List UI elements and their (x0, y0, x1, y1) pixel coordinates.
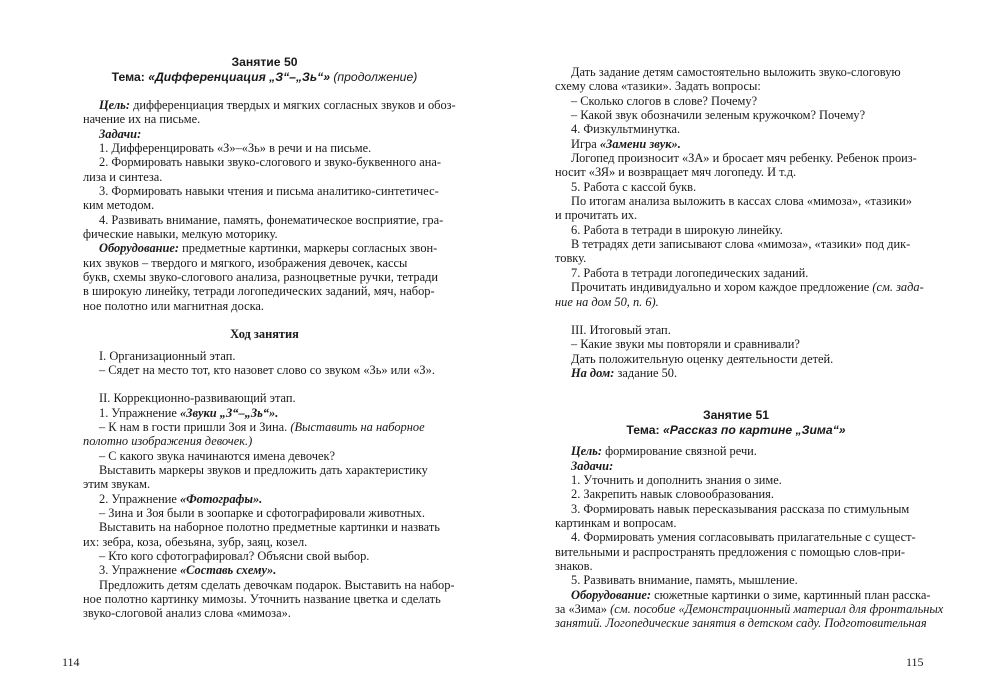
lesson-51-number: Занятие 51 (702, 408, 770, 423)
task-line: фические навыки, мелкую моторику. (83, 227, 278, 242)
goal-line: Цель: дифференциация твердых и мягких согласных звуков и обоз- (99, 98, 456, 112)
exercise-3-line: Предложить детям сделать девочкам подарок. Выставить на набор- (99, 577, 455, 592)
topic-label: Тема: (626, 422, 660, 437)
tasks-label: Задачи: (99, 126, 142, 141)
equipment-line: в широкую линейку, тетради логопедических заданий, мяч, набор- (83, 284, 435, 299)
task-line: 4. Развивать внимание, память, фонематическое восприятие, гра- (99, 212, 444, 227)
exercise-1-line: Выставить маркеры звуков и предложить дать характеристику (99, 462, 428, 477)
game-line: 5. Работа с кассой букв. (571, 179, 697, 194)
read-line: Прочитать индивидуально и хором каждое предложение (см. зада- (571, 280, 924, 295)
exercise-2-line: – Кто кого сфотографировал? Объясни свой выбор. (99, 548, 370, 563)
game-line: товку. (555, 251, 587, 266)
exercise-1: 1. Упражнение «Звуки „З“–„Зь“». (99, 405, 279, 420)
game-line: и прочитать их. (555, 208, 638, 223)
game-line: В тетрадях дети записывают слова «мимоза», «тазики» под дик- (571, 237, 911, 252)
game-line: 7. Работа в тетради логопедических заданий. (571, 265, 809, 280)
exercise-2: 2. Упражнение «Фотографы». (99, 491, 263, 506)
lesson-50-topic (83, 70, 446, 85)
tasks-label: Задачи: (571, 458, 614, 473)
stage-3: III. Итоговый этап. (571, 322, 671, 337)
task-line: 1. Дифференцировать «З»–«Зь» в речи и на письме. (99, 141, 372, 156)
task-line: ким методом. (83, 198, 155, 213)
goal-label: Цель: (571, 444, 602, 459)
homework-line: На дом: задание 50. (571, 365, 678, 380)
equipment-line: ких звуков – твердого и мягкого, изображения девочек, кассы (83, 255, 408, 270)
intro-line: 4. Физкультминутка. (571, 122, 681, 137)
stage-1: I. Организационный этап. (99, 348, 236, 363)
equipment-line: Оборудование: сюжетные картинки о зиме, картинный план расска- (571, 587, 931, 602)
topic-title: «Дифференциация „З“–„Зь“» (148, 69, 330, 84)
stage-2: II. Коррекционно-развивающий этап. (99, 391, 296, 406)
exercise-2-line: их: зебра, коза, обезьяна, зубр, заяц, козел. (83, 534, 308, 549)
task-line: знаков. (555, 558, 593, 573)
task-line: 3. Формировать навык пересказывания рассказа по стимульным (571, 501, 910, 516)
goal-line: начение их на письме. (83, 112, 201, 127)
exercise-3: 3. Упражнение «Составь схему». (99, 563, 277, 578)
task-line: 5. Развивать внимание, память, мышление. (571, 573, 798, 588)
page-number-left: 114 (62, 655, 80, 669)
topic-title: «Рассказ по картине „Зима“» (662, 422, 846, 437)
goal-line: Цель: формирование связной речи. (571, 444, 757, 459)
intro-line: Дать задание детям самостоятельно выложить звуко-слоговую (571, 65, 901, 79)
lesson-51-topic (555, 423, 917, 438)
equipment-line: ное полотно или магнитная доска. (83, 298, 265, 313)
game-line: носит «ЗЯ» и возвращает мяч логопеду. И т.д. (555, 165, 797, 180)
intro-line: схему слова «тазики». Задать вопросы: (555, 79, 761, 94)
equipment-line: за «Зима» (см. пособие «Демонстрационный материал для фронтальных (555, 602, 944, 616)
course-heading: Ход занятия (230, 327, 299, 342)
topic-note: (продолжение) (333, 69, 418, 84)
task-line: 4. Формировать умения согласовывать прилагательные с сущест- (571, 530, 916, 545)
equipment-label: Оборудование: (99, 241, 180, 256)
task-line: вительными и распространять предложения с помощью слов-при- (555, 544, 905, 559)
topic-label: Тема: (111, 69, 145, 84)
intro-line: – Сколько слогов в слове? Почему? (571, 93, 758, 108)
task-line: 3. Формировать навыки чтения и письма аналитико-синтетичес- (99, 184, 439, 199)
task-line: лиза и синтеза. (83, 169, 163, 184)
right-text-column (555, 65, 944, 631)
game-line: По итогам анализа выложить в кассах слова «мимоза», «тазики» (571, 194, 912, 209)
read-line: ние на дом 50, п. 6). (555, 294, 659, 309)
stage-3-line: Дать положительную оценку деятельности детей. (571, 351, 834, 366)
page-number-right: 115 (906, 655, 924, 669)
equipment-label: Оборудование: (571, 587, 652, 602)
exercise-1-line: – К нам в гости пришли Зоя и Зина. (Выставить на наборное (99, 419, 425, 434)
lesson-50-number: Занятие 50 (231, 55, 298, 69)
exercise-1-line: – С какого звука начинаются имена девочек? (99, 448, 336, 463)
game-line: 6. Работа в тетради в широкую линейку. (571, 222, 783, 237)
equipment-line: занятий. Логопедические занятия в детском саду. Подготовительная (555, 616, 927, 631)
task-line: 2. Закрепить навык словообразования. (571, 487, 774, 502)
stage-1-line: – Сядет на место тот, кто назовет слово со звуком «Зь» или «З». (99, 362, 435, 377)
game-title: Игра «Замени звук». (571, 136, 681, 151)
left-text-column (83, 55, 456, 621)
task-line: картинкам и вопросам. (555, 515, 677, 530)
game-line: Логопед произносит «ЗА» и бросает мяч ребенку. Ребенок произ- (571, 151, 917, 166)
stage-3-line: – Какие звуки мы повторяли и сравнивали? (571, 337, 800, 352)
goal-label: Цель: (99, 98, 130, 112)
task-line: 1. Уточнить и дополнить знания о зиме. (571, 472, 782, 487)
exercise-2-line: Выставить на наборное полотно предметные картинки и назвать (99, 520, 440, 535)
equipment-line: букв, схемы звуко-слогового анализа, разноцветные ручки, тетради (83, 270, 439, 285)
equipment-line: Оборудование: предметные картинки, маркеры согласных звон- (99, 241, 438, 256)
task-line: 2. Формировать навыки звуко-слогового и звуко-буквенного ана- (99, 155, 441, 170)
exercise-3-line: ное полотно картинку мимозы. Уточнить название цветка и сделать (83, 592, 441, 606)
exercise-1-line: этим звукам. (83, 477, 151, 492)
exercise-1-line: полотно изображения девочек.) (83, 434, 253, 449)
exercise-2-line: – Зина и Зоя были в зоопарке и сфотографировали животных. (99, 505, 425, 520)
intro-line: – Какой звук обозначили зеленым кружочком? Почему? (571, 108, 866, 123)
exercise-3-line: звуко-слоговой анализ слова «мимоза». (83, 606, 291, 621)
right-page (494, 0, 988, 700)
